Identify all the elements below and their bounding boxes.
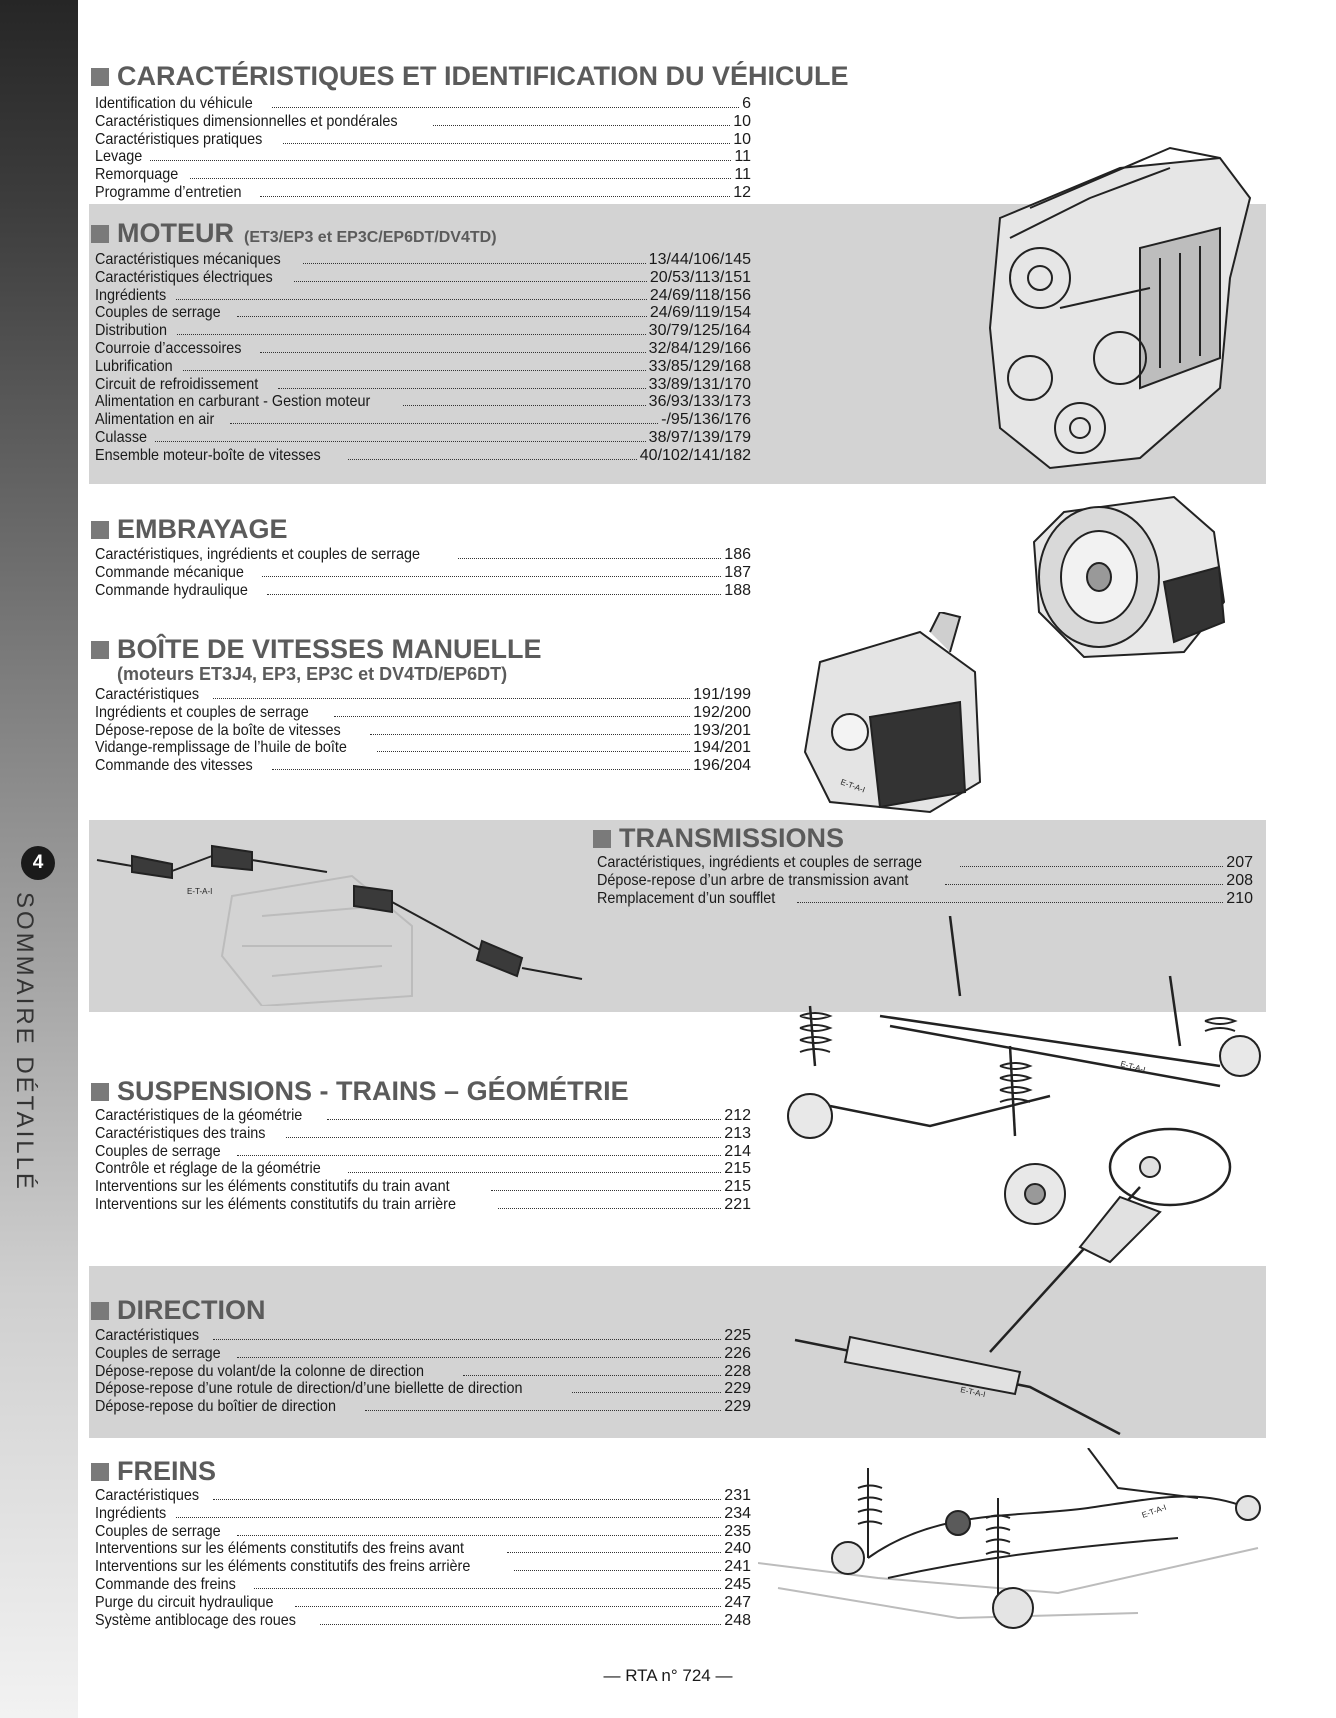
toc-entry <box>95 1160 751 1178</box>
toc-entry <box>95 1505 751 1523</box>
section-title-direction <box>91 1295 266 1326</box>
toc-entry-label: Commande des vitesses <box>95 757 253 775</box>
dot-leader <box>498 1208 721 1209</box>
toc-entry-page: 210 <box>1226 889 1253 907</box>
dot-leader <box>348 459 637 460</box>
dot-leader <box>260 352 646 353</box>
bullet-square-icon <box>91 1083 109 1101</box>
toc-entry-page: 24/69/118/156 <box>649 286 751 304</box>
section-subtitle-boite: (moteurs ET3J4, EP3, EP3C et DV4TD/EP6DT) <box>117 664 508 684</box>
toc-entry-label: Dépose-repose d’un arbre de transmission avant <box>597 871 909 889</box>
toc-entry-label: Caractéristiques, ingrédients et couples de serrage <box>95 546 420 563</box>
dot-leader <box>237 316 647 317</box>
toc-entry-label: Caractéristiques dimensionnelles et pondérales <box>95 112 398 130</box>
toc-entry-page: 193/201 <box>693 721 751 739</box>
toc-entry-label: Caractéristiques <box>95 1487 200 1504</box>
dot-leader <box>303 263 645 264</box>
toc-entry-page: 10 <box>733 130 751 148</box>
toc-entry-page: 207 <box>1226 854 1253 871</box>
toc-entry-page: 24/69/119/154 <box>649 304 751 322</box>
toc-direction <box>95 1327 751 1416</box>
toc-entry-label: Couples de serrage <box>95 1142 221 1160</box>
dot-leader <box>267 594 721 595</box>
toc-entry-page: 10 <box>733 112 751 130</box>
toc-entry <box>95 739 751 757</box>
toc-entry <box>95 287 751 305</box>
dot-leader <box>213 698 691 699</box>
dot-leader <box>797 902 1223 903</box>
dot-leader <box>237 1155 722 1156</box>
toc-entry-page: 30/79/125/164 <box>648 322 751 340</box>
dot-leader <box>491 1190 721 1191</box>
section-title-caracteristiques <box>91 61 849 92</box>
toc-entry <box>95 704 751 722</box>
section-title-transmissions <box>593 823 844 854</box>
toc-entry-label: Purge du circuit hydraulique <box>95 1593 274 1611</box>
toc-entry-label: Caractéristiques <box>95 686 200 703</box>
toc-entry-page: 38/97/139/179 <box>648 428 751 446</box>
toc-entry <box>95 757 751 775</box>
toc-entry <box>95 564 751 582</box>
toc-entry-label: Caractéristiques, ingrédients et couples de serrage <box>597 854 922 871</box>
dot-leader <box>177 334 646 335</box>
toc-entry-page: 247 <box>724 1593 751 1611</box>
toc-entry-label: Remorquage <box>95 166 179 184</box>
dot-leader <box>230 423 659 424</box>
toc-entry-page: 32/84/129/166 <box>648 339 751 357</box>
toc-entry-label: Interventions sur les éléments constitutifs du train arrière <box>95 1195 456 1213</box>
toc-entry-label: Caractéristiques électriques <box>95 268 273 286</box>
dot-leader <box>945 884 1223 885</box>
dot-leader <box>286 1137 721 1138</box>
toc-entry-page: -/95/136/176 <box>661 411 751 429</box>
section-title-text: TRANSMISSIONS <box>619 823 845 853</box>
toc-entry-label: Couples de serrage <box>95 304 221 322</box>
dot-leader <box>327 1119 721 1120</box>
toc-caracteristiques <box>95 95 751 202</box>
dot-leader <box>254 1588 722 1589</box>
steering-illustration <box>790 1122 1260 1438</box>
toc-entry-page: 11 <box>734 148 751 166</box>
dot-leader <box>155 441 646 442</box>
toc-entry <box>95 1107 751 1125</box>
toc-entry-page: 40/102/141/182 <box>639 446 751 464</box>
toc-entry-label: Ingrédients <box>95 286 167 304</box>
driveshaft-illustration <box>92 836 592 1006</box>
toc-entry-page: 241 <box>724 1558 751 1576</box>
toc-entry-label: Caractéristiques des trains <box>95 1124 266 1142</box>
toc-entry <box>95 1523 751 1541</box>
dot-leader <box>572 1392 721 1393</box>
gearbox-illustration <box>800 612 990 817</box>
toc-entry <box>95 1125 751 1143</box>
toc-entry <box>95 546 751 564</box>
toc-entry-label: Remplacement d’un soufflet <box>597 889 776 907</box>
bullet-square-icon <box>91 641 109 659</box>
toc-entry-label: Ingrédients <box>95 1504 167 1522</box>
toc-entry-page: 245 <box>724 1575 751 1593</box>
dot-leader <box>403 405 646 406</box>
section-title-embrayage <box>91 514 288 545</box>
toc-entry-label: Caractéristiques mécaniques <box>95 251 281 268</box>
toc-entry-label: Alimentation en carburant - Gestion moteur <box>95 393 371 411</box>
toc-entry <box>95 1558 751 1576</box>
toc-entry <box>95 1540 751 1558</box>
etai-mark: E-T-A-I <box>1140 1502 1168 1520</box>
toc-entry-page: 234 <box>724 1504 751 1522</box>
toc-entry-label: Commande hydraulique <box>95 581 248 599</box>
section-title-text: BOÎTE DE VITESSES MANUELLE <box>117 634 542 664</box>
toc-entry-page: 228 <box>724 1362 751 1380</box>
toc-entry <box>95 411 751 429</box>
section-title-text: SUSPENSIONS - TRAINS – GÉOMÉTRIE <box>117 1076 629 1106</box>
toc-entry-label: Alimentation en air <box>95 411 215 429</box>
toc-entry-page: 215 <box>724 1160 751 1178</box>
toc-boite <box>95 686 751 775</box>
section-title-text: EMBRAYAGE <box>117 514 288 544</box>
etai-mark: E-T-A-I <box>959 1385 987 1400</box>
toc-entry <box>95 113 751 131</box>
etai-mark: E-T-A-I <box>839 777 867 795</box>
toc-moteur <box>95 251 751 465</box>
bullet-square-icon <box>593 830 611 848</box>
dot-leader <box>348 1172 721 1173</box>
toc-entry <box>95 1178 751 1196</box>
toc-entry-label: Interventions sur les éléments constitutifs des freins avant <box>95 1540 464 1558</box>
toc-entry-label: Commande mécanique <box>95 563 244 581</box>
toc-entry-label: Couples de serrage <box>95 1344 221 1362</box>
toc-freins <box>95 1487 751 1629</box>
toc-entry-label: Programme d’entretien <box>95 183 242 201</box>
toc-entry <box>95 429 751 447</box>
bullet-square-icon <box>91 1302 109 1320</box>
bullet-square-icon <box>91 225 109 243</box>
toc-entry-page: 248 <box>724 1611 751 1629</box>
section-subtitle: (ET3/EP3 et EP3C/EP6DT/DV4TD) <box>244 229 497 246</box>
toc-entry <box>95 1327 751 1345</box>
section-title-freins <box>91 1456 216 1487</box>
dot-leader <box>190 178 732 179</box>
toc-entry <box>95 95 751 113</box>
toc-entry-page: 13/44/106/145 <box>648 251 751 268</box>
dot-leader <box>213 1339 722 1340</box>
dot-leader <box>370 734 690 735</box>
toc-entry-label: Dépose-repose d’une rotule de direction/d’une biellette de direction <box>95 1380 523 1398</box>
engine-illustration <box>970 128 1260 488</box>
dot-leader <box>213 1499 722 1500</box>
section-title-text: FREINS <box>117 1456 217 1486</box>
toc-entry-page: 188 <box>724 581 751 599</box>
bullet-square-icon <box>91 68 109 86</box>
toc-entry-page: 208 <box>1226 871 1253 889</box>
toc-entry <box>95 340 751 358</box>
toc-entry <box>597 872 1253 890</box>
dot-leader <box>365 1410 722 1411</box>
etai-mark: E-T-A-I <box>1119 1059 1147 1075</box>
toc-entry-label: Interventions sur les éléments constitutifs des freins arrière <box>95 1558 471 1576</box>
dot-leader <box>377 751 690 752</box>
toc-entry <box>95 166 751 184</box>
dot-leader <box>433 125 730 126</box>
toc-entry-label: Vidange-remplissage de l’huile de boîte <box>95 739 347 757</box>
section-title-moteur <box>91 218 497 249</box>
bullet-square-icon <box>91 521 109 539</box>
toc-entry-label: Dépose-repose de la boîte de vitesses <box>95 721 341 739</box>
dot-leader <box>176 299 647 300</box>
toc-entry-page: 11 <box>734 166 751 184</box>
toc-entry-page: 187 <box>724 563 751 581</box>
dot-leader <box>183 370 645 371</box>
toc-entry <box>95 1398 751 1416</box>
dot-leader <box>320 1624 721 1625</box>
dot-leader <box>283 143 730 144</box>
toc-entry <box>597 854 1253 872</box>
toc-entry-page: 240 <box>724 1540 751 1558</box>
toc-entry-page: 229 <box>724 1380 751 1398</box>
toc-entry-label: Distribution <box>95 322 168 340</box>
toc-entry-label: Interventions sur les éléments constitutifs du train avant <box>95 1178 450 1196</box>
section-title-text: DIRECTION <box>117 1295 266 1325</box>
dot-leader <box>176 1517 721 1518</box>
toc-entry-label: Identification du véhicule <box>95 95 253 112</box>
toc-entry-page: 20/53/113/151 <box>649 268 751 286</box>
toc-entry <box>95 582 751 600</box>
dot-leader <box>272 107 739 108</box>
toc-entry-page: 192/200 <box>693 703 751 721</box>
dot-leader <box>278 388 645 389</box>
toc-entry-label: Couples de serrage <box>95 1522 221 1540</box>
toc-entry <box>95 184 751 202</box>
toc-entry-page: 221 <box>724 1195 751 1213</box>
toc-entry <box>95 1576 751 1594</box>
toc-entry-page: 196/204 <box>693 757 751 775</box>
dot-leader <box>334 716 690 717</box>
toc-entry-page: 33/85/129/168 <box>648 357 751 375</box>
toc-entry-label: Commande des freins <box>95 1575 236 1593</box>
toc-entry <box>95 376 751 394</box>
toc-entry <box>95 1196 751 1214</box>
dot-leader <box>294 281 646 282</box>
toc-entry <box>95 1380 751 1398</box>
section-title-suspensions <box>91 1076 629 1107</box>
toc-entry-page: 231 <box>724 1487 751 1504</box>
toc-entry-page: 212 <box>724 1107 751 1124</box>
toc-entry <box>95 304 751 322</box>
dot-leader <box>295 1606 721 1607</box>
toc-entry <box>95 148 751 166</box>
toc-suspensions <box>95 1107 751 1214</box>
page-footer: — RTA n° 724 — <box>603 1666 733 1685</box>
etai-mark: E-T-A-I <box>187 887 213 896</box>
toc-entry-page: 226 <box>724 1344 751 1362</box>
toc-entry <box>95 686 751 704</box>
toc-entry-label: Dépose-repose du boîtier de direction <box>95 1398 336 1416</box>
dot-leader <box>960 866 1223 867</box>
toc-entry-page: 213 <box>724 1124 751 1142</box>
toc-entry-page: 6 <box>742 95 751 112</box>
toc-entry-page: 12 <box>733 183 751 201</box>
clutch-illustration <box>1024 492 1234 662</box>
toc-entry-page: 229 <box>724 1398 751 1416</box>
toc-entry-label: Système antiblocage des roues <box>95 1611 296 1629</box>
toc-entry-label: Ingrédients et couples de serrage <box>95 703 309 721</box>
toc-entry-label: Caractéristiques pratiques <box>95 130 263 148</box>
section-title-boite <box>91 634 542 665</box>
brakes-illustration <box>758 1448 1263 1648</box>
toc-entry-page: 215 <box>724 1178 751 1196</box>
toc-entry-label: Caractéristiques <box>95 1327 200 1344</box>
toc-entry-page: 36/93/133/173 <box>648 393 751 411</box>
toc-entry-label: Caractéristiques de la géométrie <box>95 1107 303 1124</box>
dot-leader <box>507 1552 721 1553</box>
toc-entry <box>95 1345 751 1363</box>
toc-entry-label: Courroie d’accessoires <box>95 339 242 357</box>
toc-entry <box>95 1594 751 1612</box>
toc-entry <box>95 251 751 269</box>
toc-entry-page: 225 <box>724 1327 751 1344</box>
toc-entry-label: Circuit de refroidissement <box>95 375 259 393</box>
toc-entry <box>95 269 751 287</box>
section-title-text: CARACTÉRISTIQUES ET IDENTIFICATION DU VÉHICULE <box>117 61 849 91</box>
dot-leader <box>150 160 732 161</box>
toc-entry <box>95 358 751 376</box>
toc-entry <box>95 322 751 340</box>
toc-entry-page: 191/199 <box>693 686 751 703</box>
toc-entry-label: Culasse <box>95 428 148 446</box>
toc-entry <box>95 1363 751 1381</box>
toc-entry <box>95 393 751 411</box>
toc-entry-page: 33/89/131/170 <box>648 375 751 393</box>
sidebar-title: SOMMAIRE DÉTAILLÉ <box>11 892 38 1192</box>
toc-entry <box>95 1612 751 1630</box>
dot-leader <box>237 1357 722 1358</box>
toc-entry <box>95 1143 751 1161</box>
dot-leader <box>237 1535 722 1536</box>
toc-entry <box>95 722 751 740</box>
toc-entry-label: Contrôle et réglage de la géométrie <box>95 1160 321 1178</box>
toc-entry-label: Lubrification <box>95 357 173 375</box>
dot-leader <box>514 1570 721 1571</box>
toc-transmissions <box>597 854 1253 907</box>
toc-entry <box>95 1487 751 1505</box>
dot-leader <box>463 1375 722 1376</box>
toc-entry <box>597 890 1253 908</box>
toc-entry <box>95 447 751 465</box>
dot-leader <box>458 558 721 559</box>
toc-entry-label: Dépose-repose du volant/de la colonne de direction <box>95 1362 425 1380</box>
section-title-text: MOTEUR <box>117 218 234 248</box>
toc-entry-page: 186 <box>724 546 751 563</box>
toc-entry-label: Levage <box>95 148 143 166</box>
toc-entry-label: Ensemble moteur-boîte de vitesses <box>95 446 321 464</box>
toc-entry-page: 194/201 <box>693 739 751 757</box>
toc-entry-page: 235 <box>724 1522 751 1540</box>
dot-leader <box>260 196 730 197</box>
toc-entry <box>95 131 751 149</box>
page-number-badge: 4 <box>21 846 55 880</box>
toc-embrayage <box>95 546 751 599</box>
bullet-square-icon <box>91 1463 109 1481</box>
dot-leader <box>272 769 690 770</box>
toc-entry-page: 214 <box>724 1142 751 1160</box>
dot-leader <box>262 576 721 577</box>
